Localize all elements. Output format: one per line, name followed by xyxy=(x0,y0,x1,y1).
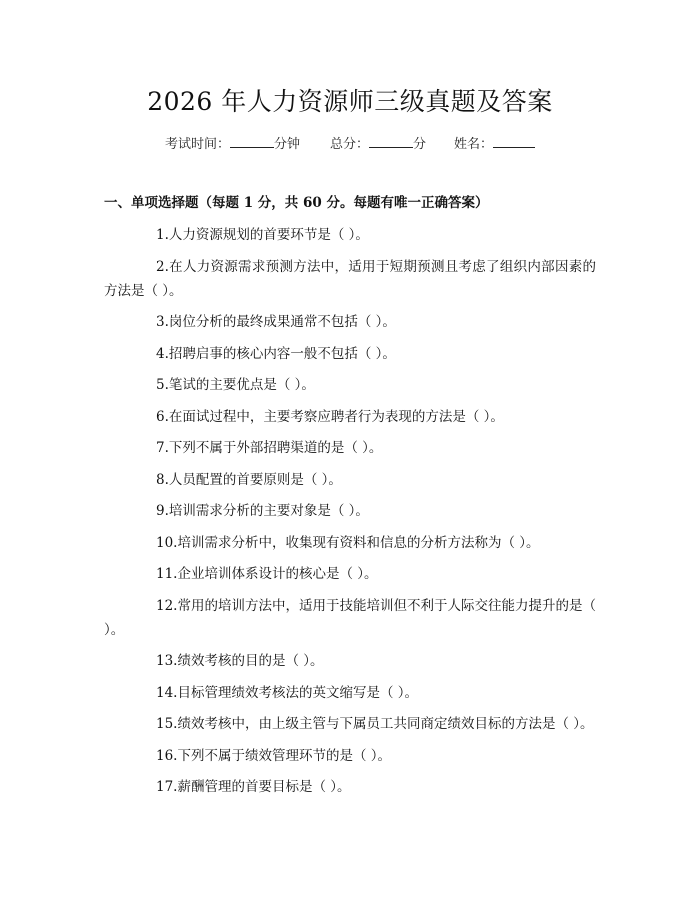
exam-time-field xyxy=(165,133,300,152)
question-item xyxy=(104,255,596,303)
question-number: 2. xyxy=(156,258,169,275)
question-text: 绩效考核的目的是（ ）。 xyxy=(177,653,324,669)
question-item xyxy=(104,775,596,799)
question-text: 在面试过程中，主要考察应聘者行为表现的方法是（ ）。 xyxy=(168,408,504,425)
question-item xyxy=(104,744,596,768)
question-number: 16. xyxy=(156,747,178,764)
question-number: 13. xyxy=(156,653,178,669)
question-number: 3. xyxy=(156,314,169,330)
total-score-unit: 分 xyxy=(413,137,427,152)
name-blank xyxy=(493,135,535,148)
question-text: 绩效考核中，由上级主管与下属员工共同商定绩效目标的方法是（ ）。 xyxy=(177,716,594,732)
total-score-field xyxy=(330,133,426,152)
question-number: 10. xyxy=(156,534,178,551)
question-number: 15. xyxy=(156,716,178,732)
question-item xyxy=(104,468,596,492)
page-title: 2026 年人力资源师三级真题及答案 xyxy=(147,87,553,116)
question-text: 下列不属于绩效管理环节的是（ ）。 xyxy=(177,747,392,764)
question-number: 5. xyxy=(156,377,169,393)
question-number: 7. xyxy=(156,440,169,456)
question-text: 在人力资源需求预测方法中，适用于短期预测且考虑了组织内部因素的方法是（ ）。 xyxy=(104,258,596,299)
question-text: 薪酬管理的首要目标是（ ）。 xyxy=(177,779,351,795)
question-text: 笔试的主要优点是（ ）。 xyxy=(168,377,315,393)
question-list xyxy=(104,223,596,807)
question-item xyxy=(104,373,596,397)
question-text: 招聘启事的核心内容一般不包括（ ）。 xyxy=(168,345,396,362)
question-item xyxy=(104,594,596,642)
question-text: 企业培训体系设计的核心是（ ）。 xyxy=(177,566,378,582)
exam-time-label: 考试时间： xyxy=(165,137,231,152)
question-text: 人力资源规划的首要环节是（ ）。 xyxy=(168,227,369,243)
question-text: 培训需求分析的主要对象是（ ）。 xyxy=(168,503,369,519)
question-text: 岗位分析的最终成果通常不包括（ ）。 xyxy=(168,314,396,330)
question-item xyxy=(104,499,596,523)
question-number: 14. xyxy=(156,684,178,701)
question-text: 人员配置的首要原则是（ ）。 xyxy=(168,471,342,488)
exam-time-blank xyxy=(230,135,274,148)
question-number: 11. xyxy=(156,566,178,582)
exam-time-unit: 分钟 xyxy=(274,137,301,152)
question-number: 6. xyxy=(156,408,169,425)
question-number: 17. xyxy=(156,779,178,795)
question-number: 4. xyxy=(156,345,169,362)
question-item xyxy=(104,310,596,334)
question-number: 8. xyxy=(156,471,169,488)
name-label: 姓名： xyxy=(454,137,494,152)
question-item xyxy=(104,712,596,736)
question-item xyxy=(104,531,596,555)
question-item xyxy=(104,405,596,429)
question-text: 下列不属于外部招聘渠道的是（ ）。 xyxy=(168,440,383,456)
question-item xyxy=(104,342,596,366)
question-item xyxy=(104,436,596,460)
question-number: 9. xyxy=(156,503,169,519)
question-number: 1. xyxy=(156,227,169,243)
section-title: 一、单项选择题（每题 1 分，共 60 分。每题有唯一正确答案） xyxy=(104,195,489,211)
question-number: 12. xyxy=(156,597,178,614)
question-text: 常用的培训方法中，适用于技能培训但不利于人际交往能力提升的是（ ）。 xyxy=(104,597,596,638)
question-item xyxy=(104,223,596,247)
total-score-blank xyxy=(369,135,413,148)
question-item xyxy=(104,681,596,705)
name-field xyxy=(454,133,535,152)
total-score-label: 总分： xyxy=(330,137,370,152)
question-text: 目标管理绩效考核法的英文缩写是（ ）。 xyxy=(177,684,419,701)
question-text: 培训需求分析中，收集现有资料和信息的分析方法称为（ ）。 xyxy=(177,534,540,551)
question-item xyxy=(104,562,596,586)
question-item xyxy=(104,649,596,673)
